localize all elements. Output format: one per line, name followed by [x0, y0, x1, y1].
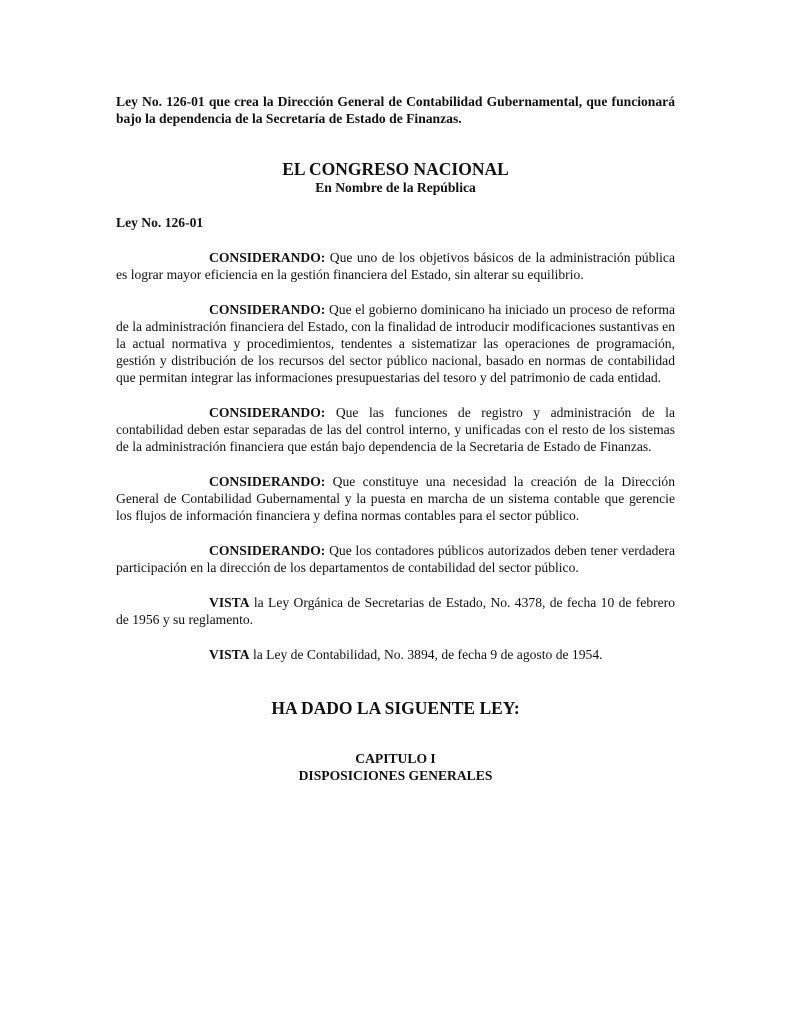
- paragraph-lead: CONSIDERANDO:: [209, 474, 326, 489]
- paragraph-lead: CONSIDERANDO:: [209, 543, 326, 558]
- paragraph-lead: CONSIDERANDO:: [209, 302, 326, 317]
- law-heading: Ley No. 126-01 que crea la Dirección General de Contabilidad Gubernamental, que funcionará bajo la dependencia de la Secretaría de Estado de Finanzas.: [116, 94, 675, 126]
- paragraph-lead: CONSIDERANDO:: [209, 405, 326, 420]
- chapter-number: CAPITULO I: [355, 751, 436, 766]
- considerando-paragraph: [116, 404, 675, 455]
- vista-paragraph: [116, 646, 675, 663]
- paragraph-text: Que el gobierno dominicano ha iniciado un proceso de reforma de la administración financiera del Estado, con la finalidad de introducir modificaciones sustantivas en la actual normativa y procedimientos, tendentes a sistematizar las operaciones de programación, gestión y distribución de los recursos del sector público nacional, basado en normas de contabilidad que permitan integrar las informaciones presupuestarias del tesoro y del patrimonio de cada entidad.: [116, 302, 675, 385]
- paragraph-text: Que los contadores públicos autorizados deben tener verdadera participación en la dirección de los departamentos de contabilidad del sector público.: [116, 543, 675, 575]
- paragraph-text: Que las funciones de registro y administración de la contabilidad deben estar separadas de las del control interno, y unificadas con el resto de los sistemas de la administración financiera que están bajo dependencia de la Secretaria de Estado de Finanzas.: [116, 405, 675, 454]
- considerando-paragraph: [116, 473, 675, 524]
- congress-title: EL CONGRESO NACIONAL: [282, 159, 509, 179]
- chapter-header: [116, 750, 675, 784]
- document-page: [116, 93, 675, 784]
- congress-subtitle: En Nombre de la República: [315, 180, 476, 195]
- congress-header: [116, 159, 675, 196]
- considerando-paragraph: [116, 542, 675, 576]
- paragraph-lead: CONSIDERANDO:: [209, 250, 326, 265]
- chapter-title: DISPOSICIONES GENERALES: [298, 768, 493, 783]
- enactment-heading: HA DADO LA SIGUENTE LEY:: [271, 698, 520, 718]
- paragraph-text: Que constituye una necesidad la creación de la Dirección General de Contabilidad Gubernamental y la puesta en marcha de un sistema contable que gerencie los flujos de información financiera y defina normas contables para el sector público.: [116, 474, 675, 523]
- paragraph-text: la Ley Orgánica de Secretarias de Estado, No. 4378, de fecha 10 de febrero de 1956 y su reglamento.: [116, 595, 675, 627]
- paragraph-text: Que uno de los objetivos básicos de la administración pública es lograr mayor eficiencia en la gestión financiera del Estado, sin alterar su equilibrio.: [116, 250, 675, 282]
- vista-paragraph: [116, 594, 675, 628]
- law-number: Ley No. 126-01: [116, 215, 204, 230]
- paragraph-lead: VISTA: [209, 595, 250, 610]
- considerando-paragraph: [116, 249, 675, 283]
- paragraph-lead: VISTA: [209, 647, 250, 662]
- considerando-paragraph: [116, 301, 675, 386]
- paragraph-text: la Ley de Contabilidad, No. 3894, de fecha 9 de agosto de 1954.: [249, 647, 603, 662]
